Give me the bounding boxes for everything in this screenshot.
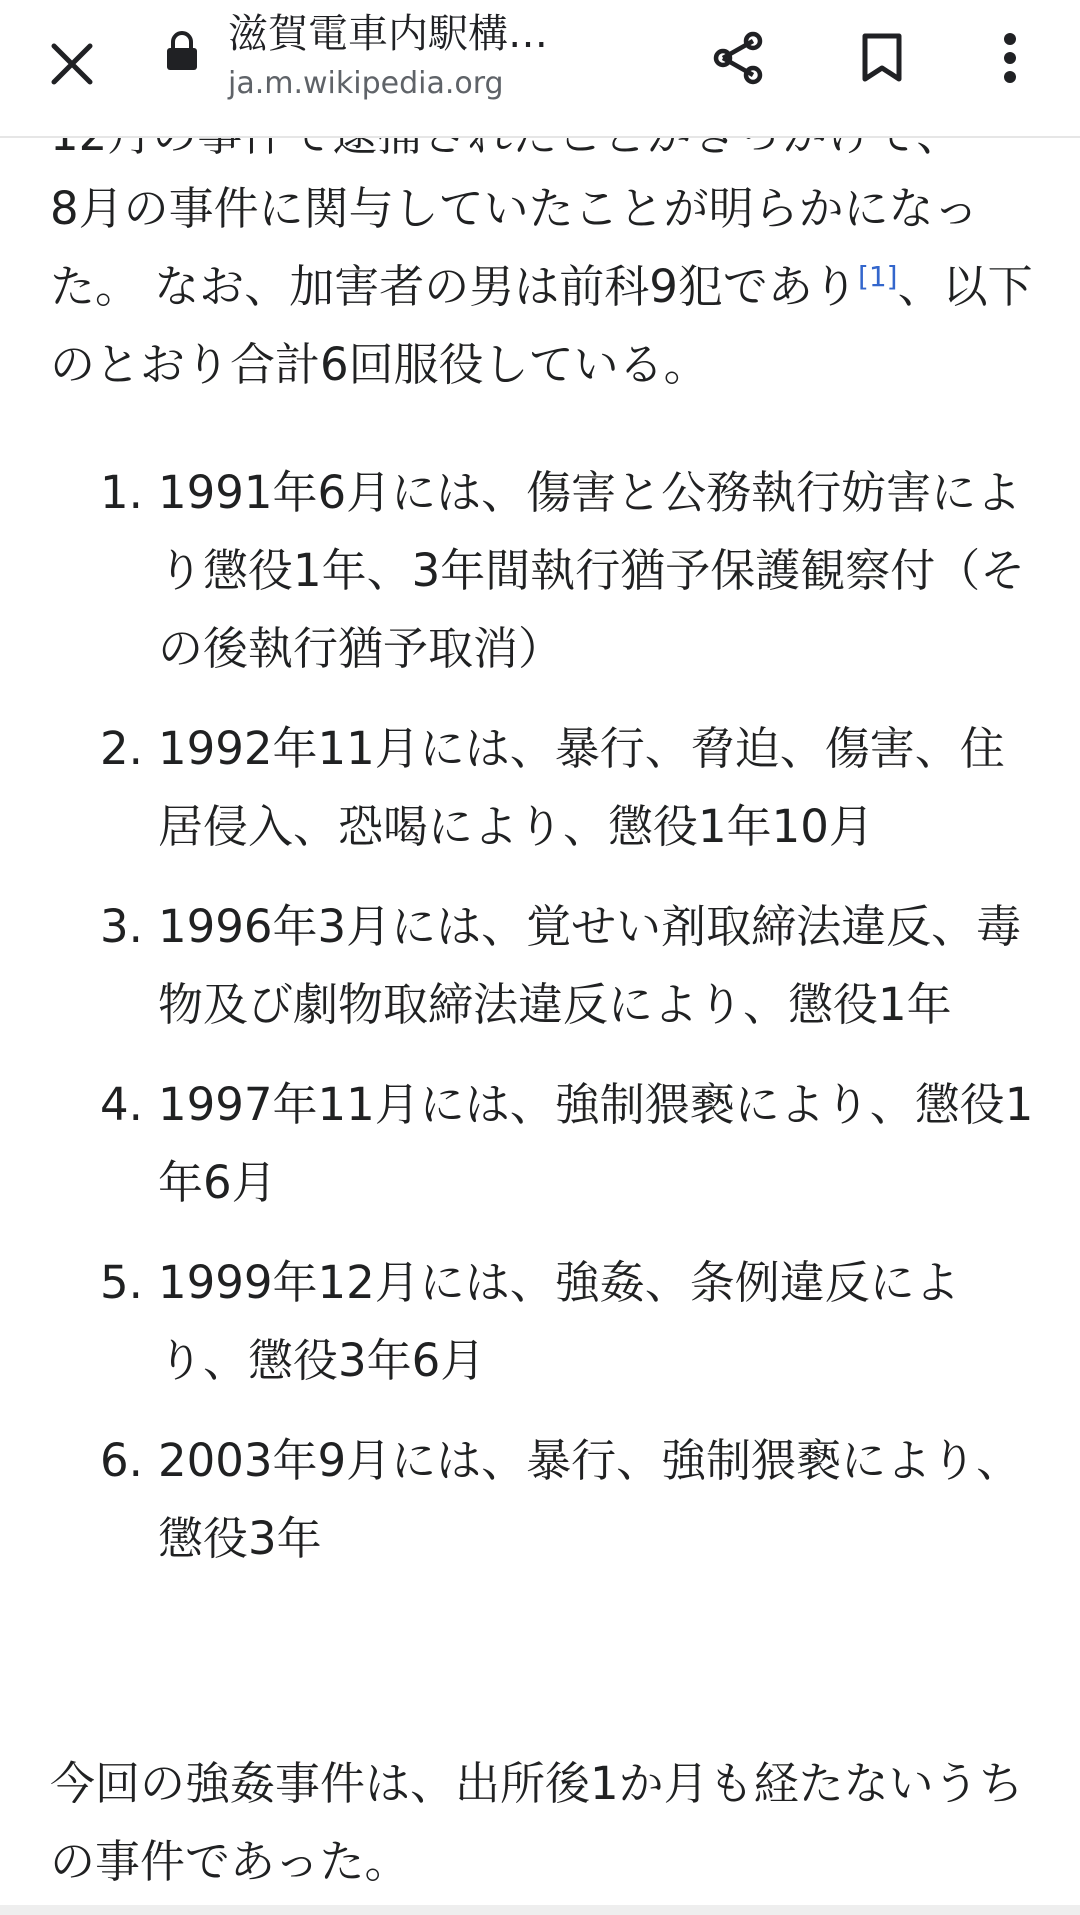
browser-top-bar xyxy=(0,0,1080,138)
list-number: 4. xyxy=(100,1078,143,1131)
bookmark-icon xyxy=(860,32,904,84)
article-paragraph-closing: 今回の強姦事件は、出所後1か月も経たないうちの事件であった。 xyxy=(50,1757,1024,1888)
lock-icon xyxy=(164,30,200,72)
bottom-edge-divider xyxy=(0,1905,1080,1915)
paragraph-text: 8月の事件に関与していたことが明らかになった。 なお、加害者の男は前科9犯であり xyxy=(50,182,979,313)
list-number: 2. xyxy=(100,722,143,775)
list-item-text: 1996年3月には、覚せい剤取締法違反、毒物及び劇物取締法違反により、懲役1年 xyxy=(158,900,1022,1031)
list-number: 1. xyxy=(100,466,143,519)
list-item xyxy=(0,1066,1080,1222)
more-options-button[interactable] xyxy=(970,18,1050,98)
bookmark-button[interactable] xyxy=(842,18,922,98)
list-number: 5. xyxy=(100,1256,143,1309)
article-paragraph xyxy=(50,170,1040,404)
list-number: 3. xyxy=(100,900,143,953)
conviction-list xyxy=(0,454,1080,1600)
list-item-text: 1992年11月には、暴行、脅迫、傷害、住居侵入、恐喝により、懲役1年10月 xyxy=(158,722,1005,853)
reference-link[interactable]: [1] xyxy=(857,260,898,293)
list-number: 6. xyxy=(100,1434,143,1487)
paragraph-text-tail: 、以下のとおり合計6回服役している。 xyxy=(50,260,1033,391)
list-item xyxy=(0,1244,1080,1400)
list-item xyxy=(0,454,1080,688)
close-button[interactable] xyxy=(32,24,112,104)
list-item xyxy=(0,888,1080,1044)
list-item xyxy=(0,1422,1080,1578)
list-item-text: 1997年11月には、強制猥褻により、懲役1年6月 xyxy=(158,1078,1034,1209)
close-icon xyxy=(50,42,94,86)
more-vert-icon xyxy=(1002,32,1018,84)
page-url: ja.m.wikipedia.org xyxy=(228,66,504,101)
share-button[interactable] xyxy=(698,18,778,98)
list-item-text: 1999年12月には、強姦、条例違反により、懲役3年6月 xyxy=(158,1256,960,1387)
list-item-text: 1991年6月には、傷害と公務執行妨害により懲役1年、3年間執行猶予保護観察付（その後執行猶予取消） xyxy=(158,466,1026,675)
list-item xyxy=(0,710,1080,866)
share-icon xyxy=(709,29,767,87)
list-item-text: 2003年9月には、暴行、強制猥褻により、懲役3年 xyxy=(158,1434,1022,1565)
page-title: 滋賀電車内駅構… xyxy=(228,11,548,57)
